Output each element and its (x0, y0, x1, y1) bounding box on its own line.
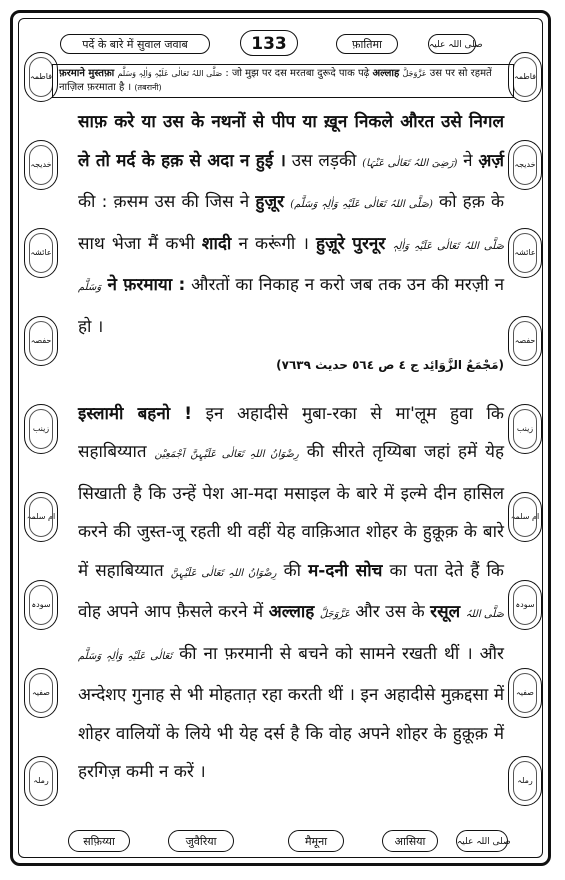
text-run: और उस के (349, 602, 431, 622)
text-run: ने फ़रमाया : (101, 275, 186, 295)
arabic-honorific: (رَضِیَ اللہُ تَعَالٰی عَنْہَا) (362, 157, 458, 169)
side-medal-right: حفصہ (508, 316, 542, 366)
side-medal-left: صفیہ (24, 668, 58, 718)
farmaan-text-2: उस पर सो रहमतें (429, 68, 492, 79)
text-line: साफ़ करे या उस के नथनों से पीप या ख़ून निकले औरत (78, 112, 435, 132)
text-run: की (276, 560, 309, 581)
arabic-honorific: رِضْوَانُ اللہِ تَعَالٰی عَلَیْہِنَّ اَجْمَعِیْن (154, 449, 299, 460)
side-medal-right: صفیہ (508, 668, 542, 718)
text-bold: हुज़ूरे पुरनूर (316, 233, 386, 254)
farmaan-text-3: नाज़िल फ़रमाता है । (59, 82, 132, 93)
footer-tab: आसिया (382, 830, 438, 852)
farmaan-allah: अल्लाह (372, 68, 400, 79)
text-run: की : क़सम उस की जिस ने (78, 192, 256, 212)
side-medal-left: حفصہ (24, 316, 58, 366)
text-run: की सीरते तृय्यिबा जहां हमें येह सिखाती है कि उन्हें पेश आ-मदा मसाइल के बारे में इल्मे दीन हासिल करने की जुस्त-जू रहती थी वहीं येह वाक़िआत शोहर के हुक़ूक़ के बारे में सहाबिय्यात (78, 442, 504, 581)
text-run: को हक़ के साथ भेजा मैं कभी (78, 192, 504, 254)
arabic-honorific: رِضْوَانُ اللہِ تَعَالٰی عَلَیْہِنَّ (170, 567, 277, 579)
side-medal-left: زینب (24, 404, 58, 454)
text-run: ने (457, 150, 479, 171)
text-line: उसे निगल ले तो मर्द के हक़ से अदा न हुई । (78, 112, 504, 171)
paragraph-1 (78, 103, 504, 346)
arabic-honorific: صَلَّی اللہُ تَعَالٰی عَلَیْہِ وَاٰلِہٖ وَسَلَّم (78, 609, 505, 662)
side-medal-left: سودہ (24, 580, 58, 630)
text-run: की ना फ़रमानी से बचने को सामने रखती थीं । और अन्देशए गुनाह से भी मोहतात़ रहा करती थीं । इन अहादीसे मुक़द्दसा में शोहर वालियों के लिये भी येह दर्स है कि वोह अपने शोहर के हुक़ूक़ में हरगिज़ कमी न करें । (78, 643, 504, 782)
side-medal-right: عائشہ (508, 228, 542, 278)
citation: (مَجْمَعُ الزَّوَائِد ج ٤ ص ٥٦٤ حدیث ٧٦٣٩) (276, 358, 504, 372)
text-bold: रसूल (430, 602, 461, 622)
paragraph-2 (78, 395, 504, 792)
main-text (78, 103, 504, 792)
text-bold: हुज़ूर (255, 192, 285, 212)
farmaan-heading: फ़रमाने मुस्तफ़ा (59, 68, 115, 79)
farmaan-azza: عَزَّوَجَلَّ (402, 69, 427, 78)
header-tab-name: फ़ातिमा (336, 34, 398, 54)
text-bold: शादी (201, 233, 232, 254)
arabic-honorific: صَلَّی اللہُ تَعَالٰی عَلَیْہِ وَاٰلِہٖ وَسَلَّم (78, 240, 505, 293)
text-bold: इस्लामी बहनो ! (78, 403, 193, 424)
arabic-honorific: عَزَّوَجَلَّ (319, 609, 350, 620)
footer-tab: मैमूना (288, 830, 344, 852)
text-run: औरतों का निकाह न करो जब तक उन की मरज़ी न हो । (78, 275, 505, 337)
farmaan-honorific: صَلَّی اللہُ تَعَالٰی عَلَیْہِ وَاٰلِہٖ وَسَلَّم (117, 69, 223, 78)
farmaan-source: (तबरानी) (134, 83, 162, 92)
text-line: उस लड़की (285, 150, 357, 171)
text-run: इन अहादीसे मुबा-रका से मा'लूम हुवा कि सहाबिय्यात (78, 403, 504, 462)
text-bold: अ़र्ज़ (478, 150, 504, 171)
text-run: का पता देते हैं कि वोह अपने आप फ़ैसले करने में (78, 560, 504, 622)
side-medal-left: فاطمہ (24, 52, 58, 102)
side-medal-left: ام سلمہ (24, 492, 58, 542)
header-emblem: صلی اللہ علیہ (428, 34, 476, 54)
side-medal-right: فاطمہ (508, 52, 542, 102)
footer-emblem: صلی اللہ علیہ (456, 830, 508, 852)
spacer (78, 385, 504, 395)
farmaan-text: : जो मुझ पर दस मरतबा दुरूदे पाक पढ़े (225, 68, 370, 79)
side-medal-right: زینب (508, 404, 542, 454)
side-medal-right: رملہ (508, 756, 542, 806)
side-medal-right: ام سلمہ (508, 492, 542, 542)
side-medal-left: خدیجہ (24, 140, 58, 190)
side-medal-left: عائشہ (24, 228, 58, 278)
side-medal-right: سودہ (508, 580, 542, 630)
text-bold: म-दनी सोच (308, 560, 383, 581)
arabic-honorific: (صَلَّی اللہُ تَعَالٰی عَلَیْہِ وَاٰلِہٖ وَسَلَّم) (290, 199, 433, 210)
side-medal-right: خدیجہ (508, 140, 542, 190)
footer-tab: जुवैरिया (168, 830, 234, 852)
side-medal-left: رملہ (24, 756, 58, 806)
farmaan-box (52, 64, 514, 98)
footer-tab: सफ़िय्या (68, 830, 130, 852)
text-bold: अल्लाह (268, 602, 315, 622)
text-run: न करूंगी । (238, 233, 317, 254)
book-title: पर्दे के बारे में सुवाल जवाब (60, 34, 210, 54)
page-number: 133 (240, 30, 298, 56)
